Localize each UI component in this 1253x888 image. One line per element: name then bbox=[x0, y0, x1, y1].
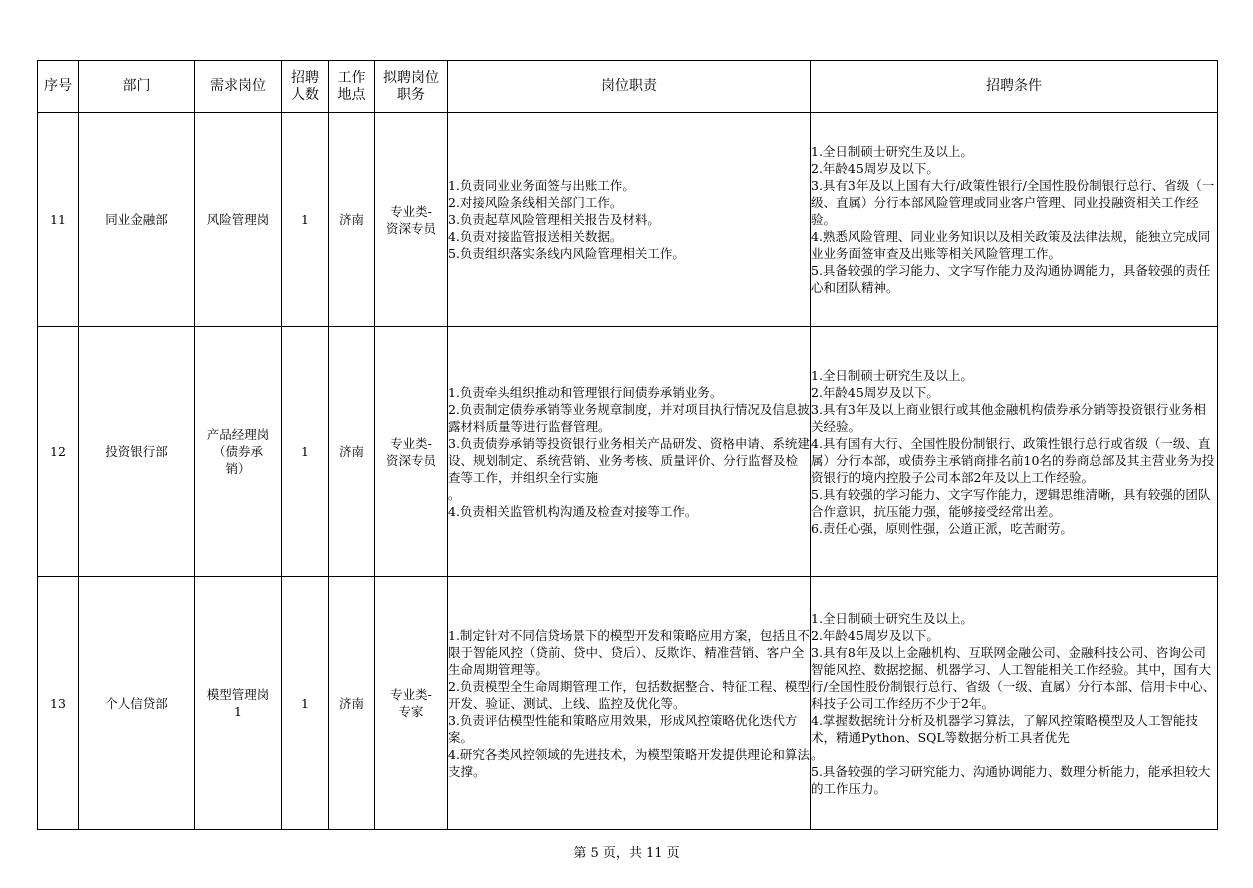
header-count bbox=[282, 61, 329, 113]
row-location: 济南 bbox=[329, 113, 375, 327]
row-title bbox=[375, 577, 448, 830]
row-seq: 13 bbox=[38, 577, 79, 830]
header-requirements: 招聘条件 bbox=[811, 61, 1218, 113]
row-position-text: 模型管理岗 1 bbox=[206, 687, 270, 719]
table-row bbox=[38, 327, 1218, 577]
header-count-line2: 人数 bbox=[291, 86, 319, 103]
recruitment-table bbox=[37, 60, 1218, 830]
row-title-text: 专业类- 资深专员 bbox=[385, 203, 436, 236]
row-dept: 个人信贷部 bbox=[79, 577, 195, 830]
row-requirements-text: 1.全日制硕士研究生及以上。 2.年龄45周岁及以下。 3.具有3年及以上商业银行或其他金融机构债券承分销等投资银行业务相关经验。 4.具有国有大行、全国性股份制银行、政策性银行总行或省级（一级、直属）分行本部，或债券主承销商排名前10名的券商总部及其主营业务为投资银行的境内控股子公司本部2年及以上工作经验。 5.具有较强的学习能力、文字写作能力，逻辑思维清晰，具有较强的团队合作意识，抗压能力强，能够接受经常出差。 6.责任心强，原则性强，公道正派，吃苦耐劳。 bbox=[811, 367, 1215, 536]
row-position bbox=[195, 577, 282, 830]
row-seq: 11 bbox=[38, 113, 79, 327]
row-duties bbox=[448, 577, 811, 830]
row-title-text: 专业类- 资深专员 bbox=[385, 435, 436, 468]
row-duties-text: 1.制定针对不同信贷场景下的模型开发和策略应用方案，包括且不限于智能风控（贷前、贷中、贷后）、反欺诈、精准营销、客户全生命周期管理等。 2.负责模型全生命周期管理工作，包括数据整合、特征工程、模型开发、验证、测试、上线、监控及优化等。 3.负责评估模型性能和策略应用效果，形成风控策略优化迭代方案。 4.研究各类风控领域的先进技术，为模型策略开发提供理论和算法支撑。 bbox=[448, 627, 810, 779]
header-location bbox=[329, 61, 375, 113]
header-row bbox=[38, 61, 1218, 113]
row-duties bbox=[448, 327, 811, 577]
page-footer: 第 5 页，共 11 页 bbox=[573, 846, 680, 861]
header-count-line1: 招聘 bbox=[291, 69, 319, 86]
header-title-line2: 职务 bbox=[397, 86, 425, 103]
row-seq: 12 bbox=[38, 327, 79, 577]
table-row bbox=[38, 113, 1218, 327]
row-title bbox=[375, 113, 448, 327]
row-location: 济南 bbox=[329, 327, 375, 577]
row-count: 1 bbox=[282, 113, 329, 327]
table-row bbox=[38, 577, 1218, 830]
header-duties: 岗位职责 bbox=[448, 61, 811, 113]
row-position-text: 风险管理岗 bbox=[206, 212, 270, 227]
header-location-line1: 工作 bbox=[337, 69, 366, 86]
header-title-line1: 拟聘岗位 bbox=[383, 69, 439, 86]
row-title bbox=[375, 327, 448, 577]
row-location: 济南 bbox=[329, 577, 375, 830]
row-count: 1 bbox=[282, 327, 329, 577]
row-requirements bbox=[811, 577, 1218, 830]
header-position: 需求岗位 bbox=[195, 61, 282, 113]
row-requirements-text: 1.全日制硕士研究生及以上。 2.年龄45周岁及以下。 3.具有3年及以上国有大行/政策性银行/全国性股份制银行总行、省级（一级、直属）分行本部风险管理或同业客户管理、同业投融资相关工作经验。 4.熟悉风险管理、同业业务知识以及相关政策及法律法规，能独立完成同业业务面签审查及出账等相关风险管理工作。 5.具备较强的学习能力、文字写作能力及沟通协调能力，具备较强的责任心和团队精神。 bbox=[811, 144, 1215, 295]
row-duties bbox=[448, 113, 811, 327]
row-duties-text: 1.负责同业业务面签与出账工作。 2.对接风险条线相关部门工作。 3.负责起草风险管理相关报告及材料。 4.负责对接监管报送相关数据。 5.负责组织落实条线内风险管理相关工作。 bbox=[448, 178, 685, 261]
row-duties-text: 1.负责牵头组织推动和管理银行间债券承销业务。 2.负责制定债券承销等业务规章制度，并对项目执行情况及信息披露材料质量等进行监督管理。 3.负责债券承销等投资银行业务相关产品研发、资格申请、系统建设、规划制定、系统营销、业务考核、质量评价、分行监督及检查等工作，并组织全行实施 。 4.负责相关监管机构沟通及检查对接等工作。 bbox=[448, 384, 810, 519]
row-position bbox=[195, 327, 282, 577]
row-dept: 同业金融部 bbox=[79, 113, 195, 327]
row-dept: 投资银行部 bbox=[79, 327, 195, 577]
row-requirements-text: 1.全日制硕士研究生及以上。 2.年龄45周岁及以下。 3.具有8年及以上金融机构、互联网金融公司、金融科技公司、咨询公司智能风控、数据挖掘、机器学习、人工智能相关工作经验。其中，国有大行/全国性股份制银行总行、省级（一级、直属）分行本部、信用卡中心、科技子公司工作经历不少于2年。 4.掌握数据统计分析及机器学习算法，了解风控策略模型及人工智能技术，精通Python、SQL等数据分析工具者优先 。 5.具备较强的学习研究能力、沟通协调能力、数理分析能力，能承担较大的工作压力。 bbox=[811, 610, 1216, 796]
header-seq: 序号 bbox=[38, 61, 79, 113]
row-requirements bbox=[811, 327, 1218, 577]
header-location-line2: 地点 bbox=[337, 86, 366, 103]
row-requirements bbox=[811, 113, 1218, 327]
row-position bbox=[195, 113, 282, 327]
row-count: 1 bbox=[282, 577, 329, 830]
header-title bbox=[375, 61, 448, 113]
row-position-text: 产品经理岗 （债券承 销） bbox=[206, 427, 270, 476]
header-dept: 部门 bbox=[79, 61, 195, 113]
row-title-text: 专业类- 专家 bbox=[390, 687, 432, 719]
